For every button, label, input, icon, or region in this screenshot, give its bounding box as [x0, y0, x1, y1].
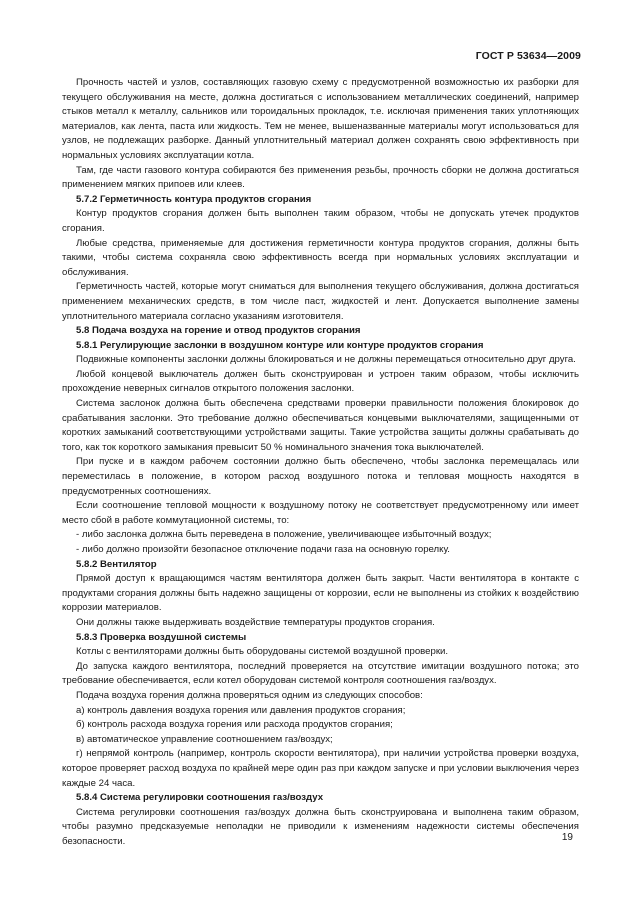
paragraph: Контур продуктов сгорания должен быть выполнен таким образом, чтобы не допускать утечек продуктов сгорания.: [62, 208, 579, 234]
paragraph: Они должны также выдерживать воздействие температуры продуктов сгорания.: [76, 616, 435, 628]
paragraph: Система заслонок должна быть обеспечена средствами проверки правильности положения блокировок до срабатывания заслонки. Это требование должно обеспечиваться концевыми выключателями, защищенными от коротких замыканий соответствующими устройствами защиты. Такие устройства защиты должны срабатывать до того, как ток короткого замыкания превысит 50 % номинального значения тока выключателей.: [62, 398, 579, 453]
paragraph: Прямой доступ к вращающимся частям вентилятора должен быть закрыт. Части вентилятора в контакте с продуктами сгорания должны быть надежно защищены от коррозии, если не выполнены из стойких к воздействию коррозии материалов.: [62, 573, 579, 614]
list-item: а) контроль давления воздуха горения или давления продуктов сгорания;: [76, 704, 406, 716]
paragraph: Любые средства, применяемые для достижения герметичности контура продуктов сгорания, должны быть такими, чтобы система сохраняла свою эффективность всегда при нормальных условиях эксплуатации и обслуживания.: [62, 237, 579, 278]
section-heading-5-8-3: 5.8.3 Проверка воздушной системы: [76, 631, 247, 643]
paragraph: Там, где части газового контура собираются без применения резьбы, прочность сборки не должна достигаться применением мягких припоев или клеев.: [62, 164, 579, 191]
paragraph: Любой концевой выключатель должен быть сконструирован и устроен таким образом, чтобы исключить прохождение неверных сигналов открытого положения заслонки.: [62, 368, 579, 395]
list-item: - либо заслонка должна быть переведена в положение, увеличивающее избыточный воздух;: [76, 529, 492, 541]
document-body: [62, 76, 579, 849]
list-item: г) непрямой контроль (например, контроль скорости вентилятора), при наличии устройства проверки воздуха, которое проверяет расход воздуха по крайней мере один раз при каждом запуске и при условии выключения через каждые 24 часа.: [62, 748, 579, 789]
section-heading-5-7-2: 5.7.2 Герметичность контура продуктов сгорания: [76, 193, 312, 205]
list-item: б) контроль расхода воздуха горения или расхода продуктов сгорания;: [76, 719, 393, 731]
section-heading-5-8-1: 5.8.1 Регулирующие заслонки в воздушном контуре или контуре продуктов сгорания: [76, 339, 484, 351]
paragraph: Подача воздуха горения должна проверяться одним из следующих способов:: [76, 689, 423, 701]
list-item: - либо должно произойти безопасное отключение подачи газа на основную горелку.: [76, 544, 450, 555]
section-heading-5-8-4: 5.8.4 Система регулировки соотношения газ/воздух: [76, 792, 324, 804]
paragraph: Герметичность частей, которые могут сниматься для выполнения текущего обслуживания, должна достигаться применением механических средств, в том числе паст, жидкостей и лент. Допускается выполнение замены уплотнительного материала согласно указаниям изготовителя.: [62, 281, 579, 322]
page-number: 19: [561, 832, 573, 843]
paragraph: Прочность частей и узлов, составляющих газовую схему с предусмотренной возможностью их разборки для текущего обслуживания на месте, должна достигаться с использованием металлических соединений, например стыков металл к металлу, сальников или тороидальных прокладок, т.е. исключая применения таких уплотняющих материалов, как лента, паста или жидкость. Тем не менее, вышеназванные материалы могут использоваться для узлов, не подлежащих разборке. Данный уплотнительный материал должен сохранять свою эффективность при нормальных условиях эксплуатации котла.: [62, 77, 579, 161]
section-heading-5-8-2: 5.8.2 Вентилятор: [76, 558, 157, 570]
paragraph: Система регулировки соотношения газ/воздух должна быть сконструирована и выполнена таким образом, чтобы разумно предсказуемые неполадки не приводили к изменениям надежности системы обеспечения безопасности.: [62, 806, 579, 847]
section-heading-5-8: 5.8 Подача воздуха на горение и отвод продуктов сгорания: [76, 325, 361, 337]
paragraph: До запуска каждого вентилятора, последний проверяется на отсутствие имитации воздушного потока; это требование обеспечивается, если котел оборудован системой контроля соотношения газ/воздух.: [62, 660, 579, 687]
list-item: в) автоматическое управление соотношением газ/воздух;: [76, 733, 333, 745]
paragraph: При пуске и в каждом рабочем состоянии должно быть обеспечено, чтобы заслонка перемещалась или переместилась в положение, в котором расход воздушного потока и тепловая мощность находятся в предусмотренных соотношениях.: [62, 456, 579, 497]
paragraph: Если соотношение тепловой мощности к воздушному потоку не соответствует предусмотренному или имеет место сбой в работе коммутационной системы, то:: [62, 500, 579, 526]
paragraph: Подвижные компоненты заслонки должны блокироваться и не должны перемещаться относительно друг друга.: [76, 354, 576, 366]
standard-header: ГОСТ Р 53634—2009: [475, 50, 581, 62]
paragraph: Котлы с вентиляторами должны быть оборудованы системой воздушной проверки.: [76, 646, 449, 658]
